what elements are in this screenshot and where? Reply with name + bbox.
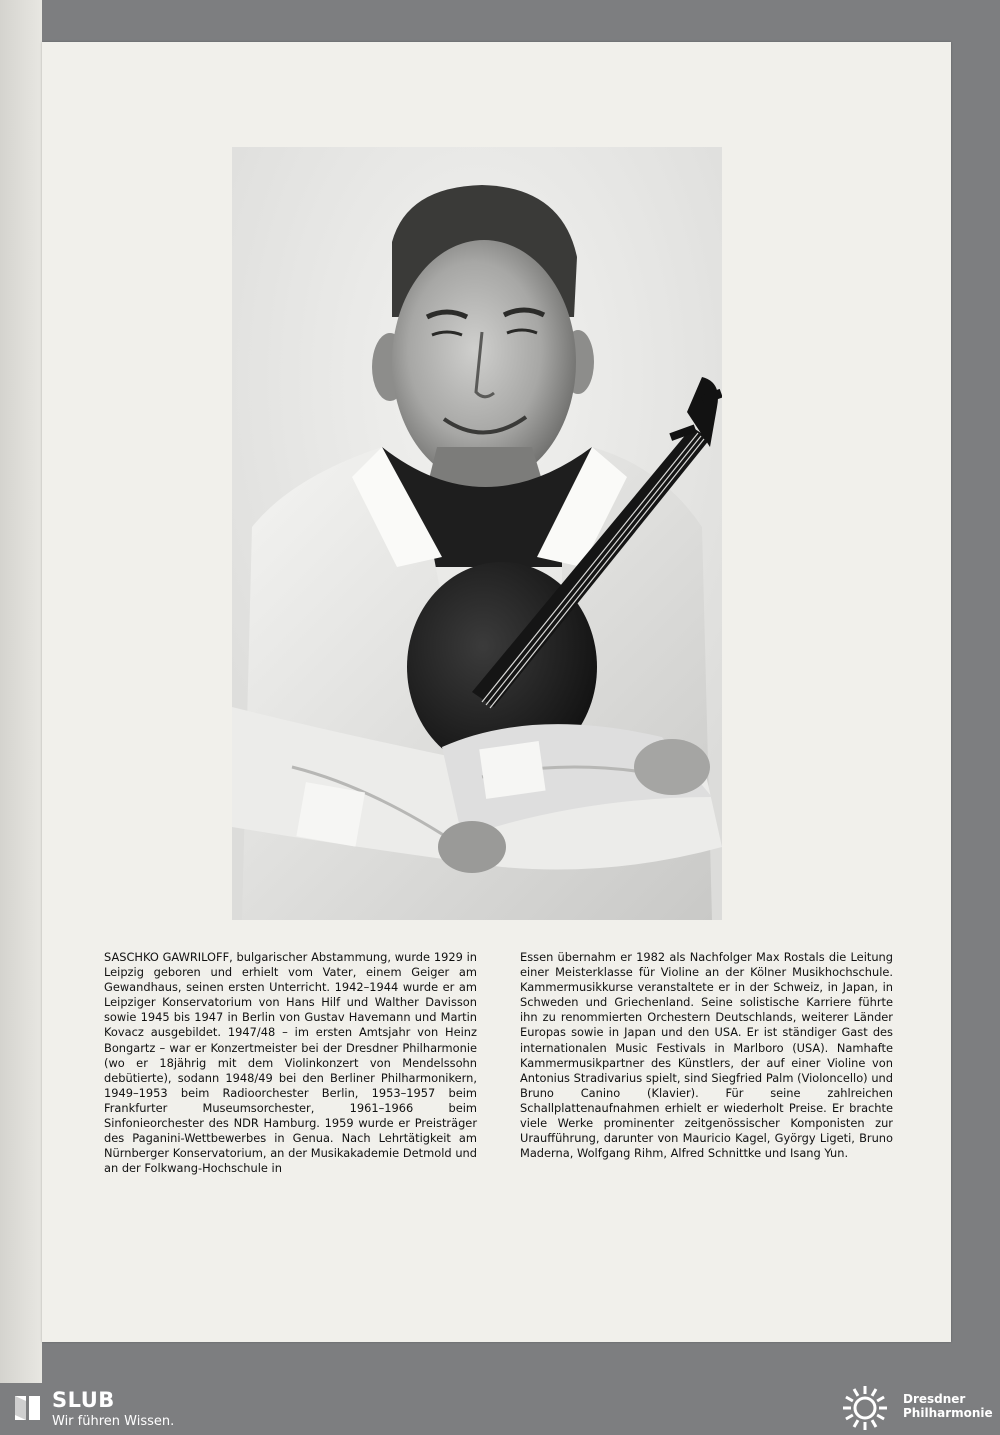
footer-bar — [0, 1383, 1000, 1433]
dresdner-philharmonie-name — [903, 1392, 993, 1420]
dresdner-philharmonie-logo-icon[interactable] — [840, 1385, 890, 1431]
program-page — [42, 42, 951, 1342]
dp-name-line1: Dresdner — [903, 1392, 966, 1406]
facing-page-edge — [0, 0, 42, 1383]
biography-column-left: SASCHKO GAWRILOFF, bulgarischer Abstammung, wurde 1929 in Leipzig geboren und erhielt vom Vater, einem Geiger am Gewandhaus, seinen ersten Unterricht. 1942–1944 wurde er am Leipziger Konservatorium von Hans Hilf und Walther Davisson sowie 1945 bis 1947 in Berlin von Gustav Havemann und Martin Kovacz ausgebildet. 1947/48 – im ersten Amtsjahr von Heinz Bongartz – war er Konzertmeister bei der Dresdner Philharmonie (wo er 18jährig mit dem Violinkonzert von Mendelssohn debütierte), sodann 1948/49 bei den Berliner Philharmonikern, 1949–1953 beim Radioorchester Berlin, 1953–1957 beim Frankfurter Museumsorchester, 1961–1966 beim Sinfonieorchester des NDR Hamburg. 1959 wurde er Preisträger des Paganini-Wettbewerbes in Genua. Nach Lehrtätigkeit am Nürnberger Konservatorium, an der Musikakademie Detmold und an der Folkwang-Hochschule in — [104, 950, 477, 1176]
portrait-photo — [232, 147, 722, 920]
slub-tagline: Wir führen Wissen. — [52, 1414, 175, 1429]
biography-column-right: Essen übernahm er 1982 als Nachfolger Max Rostals die Leitung einer Meisterklasse für Violine an der Kölner Musikhochschule. Kammermusikkurse veranstaltete er in der Schweiz, in Japan, in Schweden und Griechenland. Seine solistische Karriere führte ihn zu renommierten Orchestern Deutschlands, weiterer Länder Europas sowie in Japan und den USA. Er ist ständiger Gast des internationalen Music Festivals in Marlboro (USA). Namhafte Kammermusikpartner des Künstlers, der auf einer Violine von Antonius Stradivarius spielt, sind Siegfried Palm (Violoncello) und Bruno Canino (Klavier). Für seine zahlreichen Schallplattenaufnahmen erhielt er wiederholt Preise. Er brachte viele Werke prominenter zeitgenössischer Komponisten zur Uraufführung, darunter von Mauricio Kagel, György Ligeti, Bruno Maderna, Wolfgang Rihm, Alfred Schnittke und Isang Yun. — [520, 950, 893, 1161]
dp-name-line2: Philharmonie — [903, 1406, 993, 1420]
slub-logo-icon[interactable] — [13, 1393, 43, 1423]
slub-name[interactable]: SLUB — [52, 1388, 115, 1412]
